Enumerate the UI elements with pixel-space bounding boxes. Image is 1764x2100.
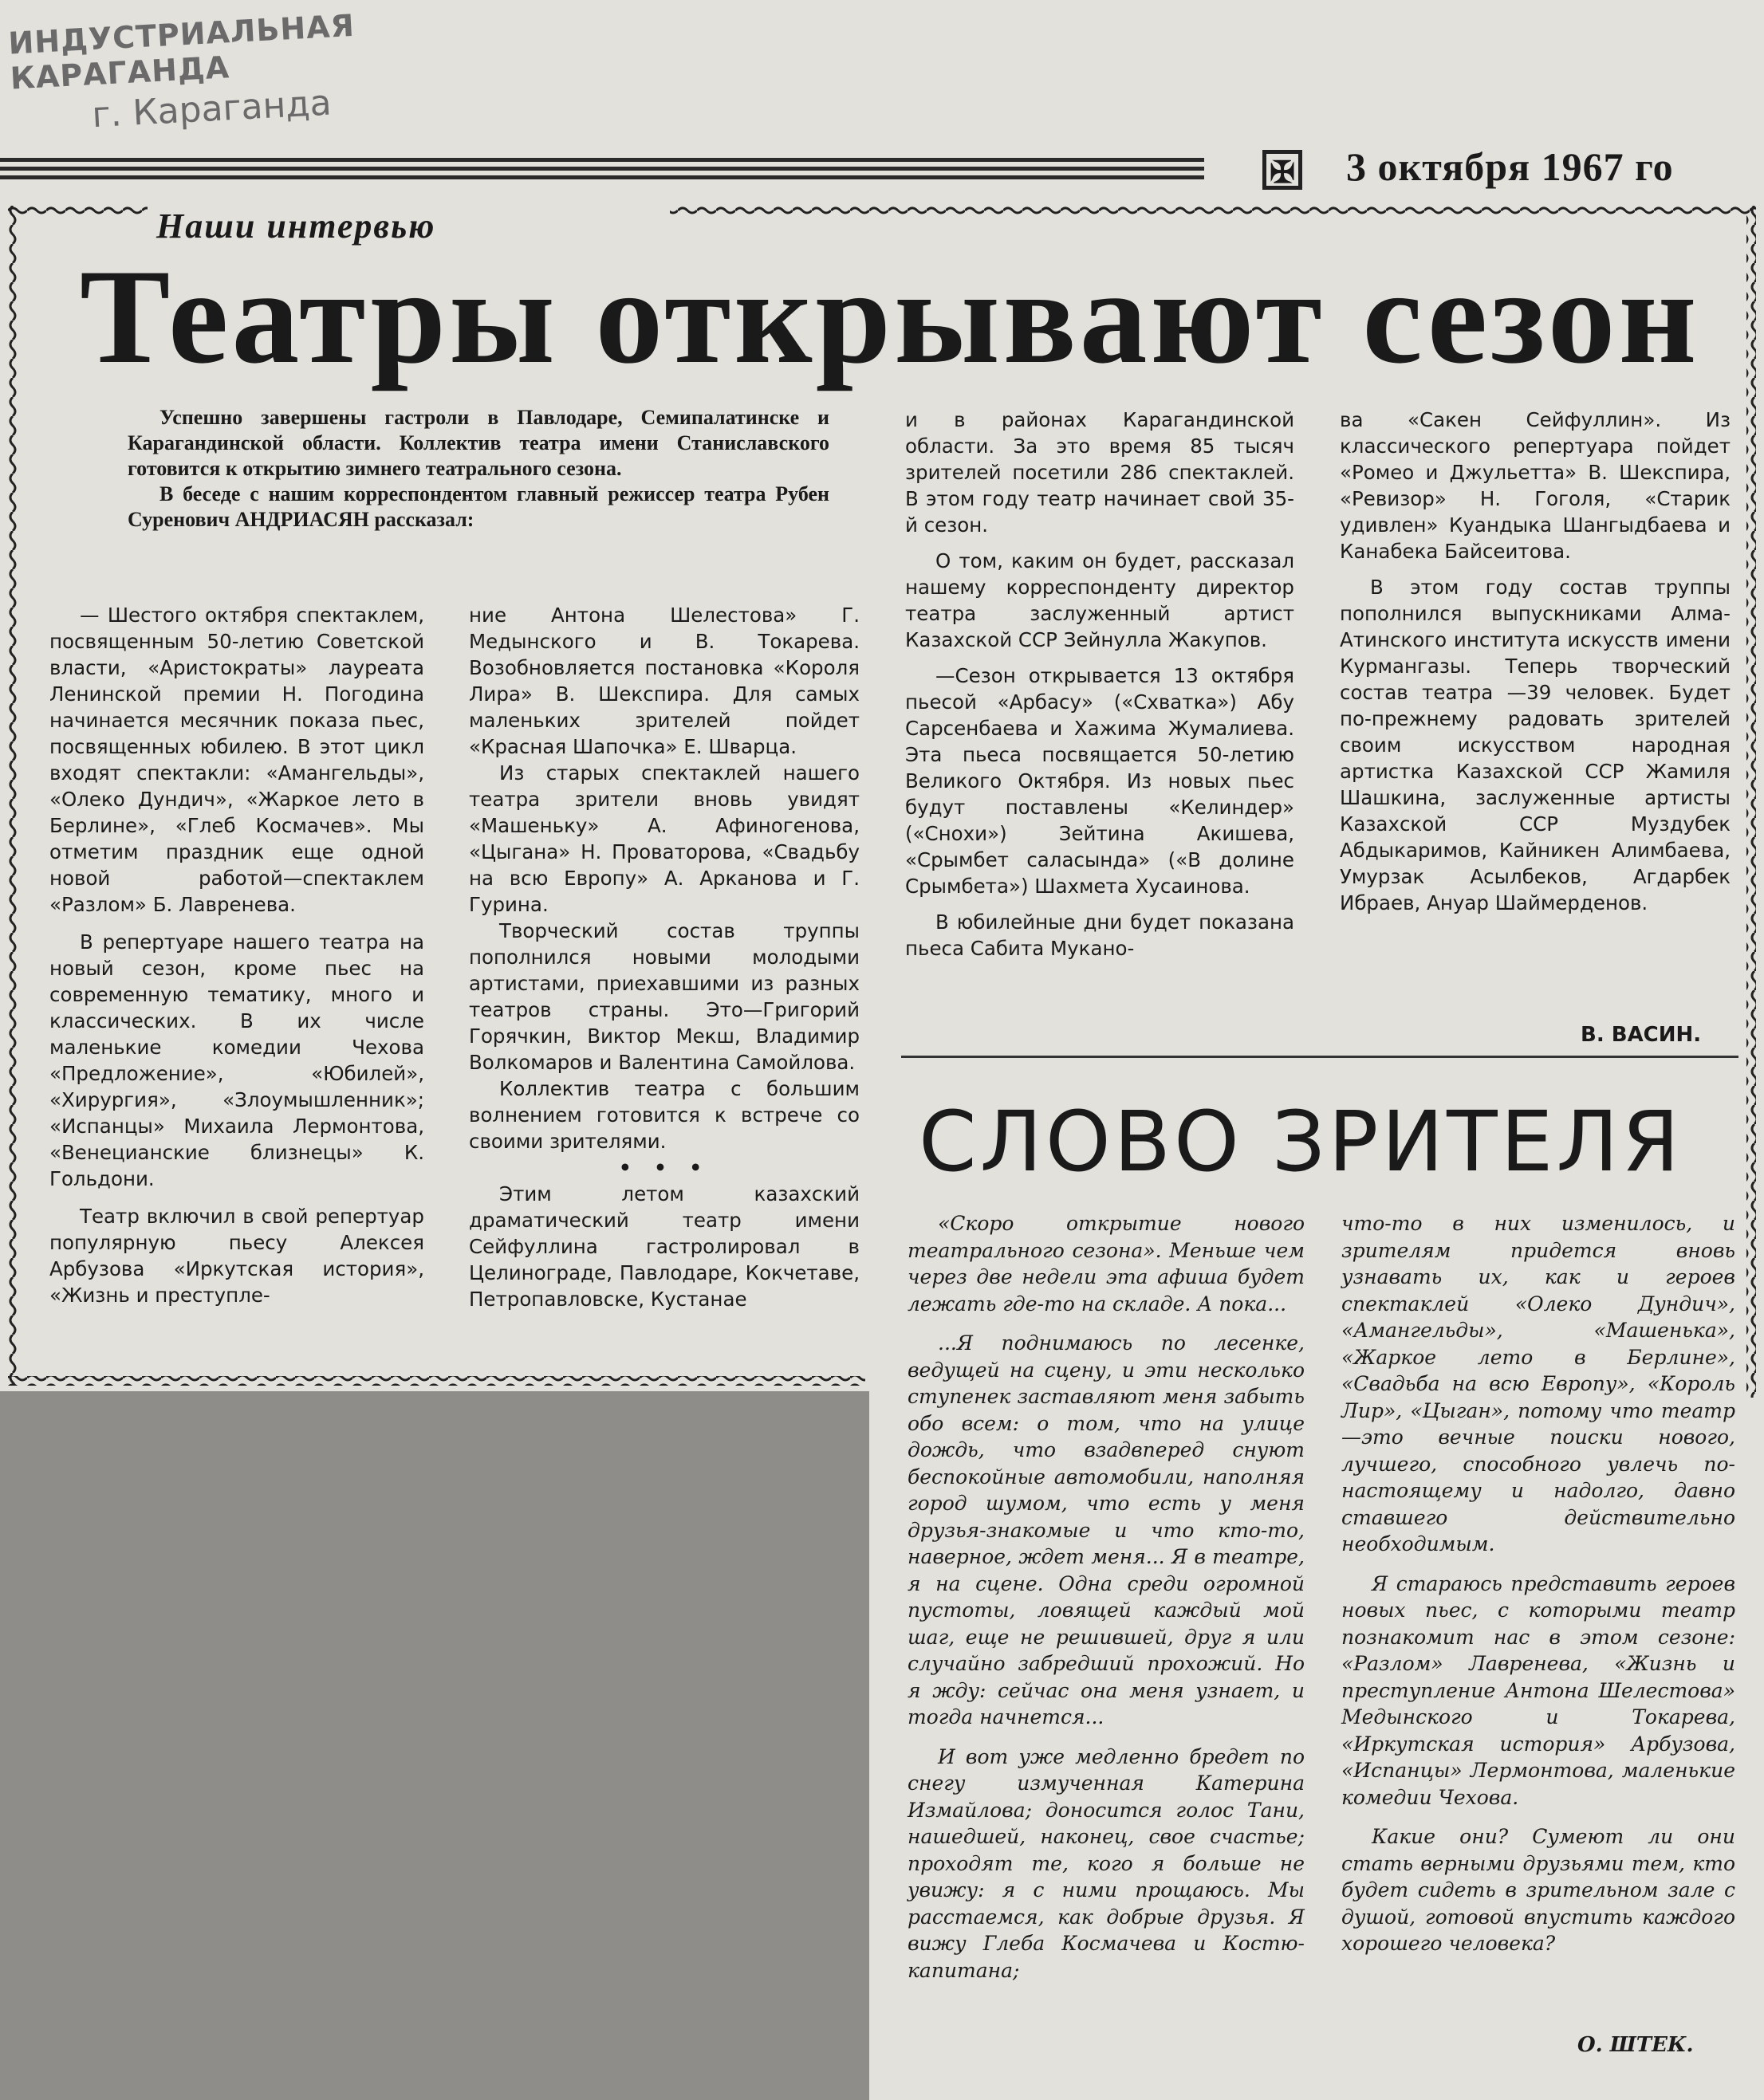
paragraph: ние Антона Шелестова» Г. Медынского и В. Токарева. Возобновляется постановка «Короля Лира» В. Шекспира. Для самых маленьких зрителей пойдет «Красная Шапочка» Е. Шварца. bbox=[469, 604, 860, 758]
paragraph: что-то в них изменилось, и зрителям придется вновь узнавать их, как и героев спектаклей «Олеко Дундич», «Амангельды», «Машенька», «Жаркое лето в Берлине», «Свадьба на всю Европу», «Король Лир», «Цыган», потому что театр—это вечные поиски нового, лучшего, способного увлечь по-настоящему и надолго, давно ставшего действительно необходимым. bbox=[1341, 1212, 1735, 1555]
article-column-4 bbox=[1340, 407, 1731, 916]
byline: В. ВАСИН. bbox=[1581, 1023, 1702, 1047]
paragraph: Я стараюсь представить героев новых пьес, с которыми театр познакомит нас в этом сезоне: «Разлом» Лавренева, «Жизнь и преступление Антона Шелестова» Медынского и Токарева, «Иркутская история» Арбузова, «Испанцы» Лермонтова, маленькие комедии Чехова. bbox=[1341, 1571, 1735, 1809]
rubric-kicker: Наши интервью bbox=[156, 206, 436, 246]
lead-paragraph: В беседе с нашим корреспондентом главный режиссер театра Рубен Суренович АНДРИАСЯН рассказал: bbox=[128, 482, 829, 531]
second-byline: О. ШТЕК. bbox=[1577, 2033, 1694, 2057]
article-lead bbox=[128, 405, 829, 533]
paragraph: —Сезон открывается 13 октября пьесой «Арбасу» («Схватка») Абу Сарсенбаева и Хажима Жумалиева. Эта пьеса посвящается 50-летию Великого Октября. Из новых пьес будут поставлены «Келиндер» («Снохи») Зейтина Акишева, «Срымбет саласында» («В долине Срымбета») Шахмета Хусаинова. bbox=[905, 664, 1294, 898]
lead-paragraph: Успешно завершены гастроли в Павлодаре, Семипалатинске и Карагандинской области. Коллектив театра имени Станиславского готовится к открытию зимнего театрального сезона. bbox=[128, 406, 829, 480]
paragraph: О том, каким он будет, рассказал нашему корреспонденту директор театра заслуженный артист Казахской ССР Зейнулла Жакупов. bbox=[905, 549, 1294, 651]
issue-date: 3 октября 1967 го bbox=[1346, 144, 1674, 189]
section-separator: • • • bbox=[618, 1156, 711, 1179]
section-divider bbox=[901, 1056, 1738, 1058]
article-headline: Театры открывают сезон bbox=[80, 242, 1700, 391]
paragraph: и в районах Карагандинской области. За это время 85 тысяч зрителей посетили 286 спектаклей. В этом году театр начинает свой 35-й сезон. bbox=[905, 408, 1294, 537]
paragraph: «Скоро открытие нового театрального сезона». Меньше чем через две недели эта афиша будет лежать где-то на складе. А пока... bbox=[908, 1212, 1305, 1315]
paragraph: Какие они? Сумеют ли они стать верными друзьями тем, кто будет сидеть в зрительном зале с душой, готовой впустить каждого хорошего человека? bbox=[1341, 1825, 1735, 1955]
paragraph: Театр включил в свой репертуар популярную пьесу Алексея Арбузова «Иркутская история», «Жизнь и преступле- bbox=[49, 1205, 424, 1307]
article-column-1 bbox=[49, 602, 424, 1308]
article-column-3 bbox=[905, 407, 1294, 962]
paragraph: Из старых спектаклей нашего театра зрители вновь увидят «Машеньку» А. Афиногенова, «Цыгана» Н. Проваторова, «Свадьбу на всю Европу» А. Арканова и Г. Гурина. bbox=[469, 761, 860, 916]
paragraph: И вот уже медленно бредет по снегу измученная Катерина Измайлова; доносится голос Тани, нашедшей, наконец, свое счастье; проходят те, кого я больше не увижу: я с ними прощаюсь. Мы расстаемся, как добрые друзья. Я вижу Глеба Космачева и Костю-капитана; bbox=[908, 1744, 1305, 1982]
paragraph: — Шестого октября спектаклем, посвященным 50-летию Советской власти, «Аристократы» лауреата Ленинской премии Н. Погодина начинается месячник показа пьес, посвященных юбилею. В этот цикл входят спектакли: «Амангельды», «Олеко Дундич», «Жаркое лето в Берлине», «Глеб Космачев». Мы отметим праздник еще одной новой работой—спектаклем «Разлом» Б. Лавренева. bbox=[49, 604, 424, 916]
article-column-2 bbox=[469, 602, 860, 1312]
paragraph: ва «Сакен Сейфуллин». Из классического репертуара пойдет «Ромео и Джульетта» В. Шекспира, «Ревизор» Н. Гоголя, «Старик удивлен» Куандыка Шангыдбаева и Канабека Байсеитова. bbox=[1340, 408, 1731, 563]
second-article-headline: СЛОВО ЗРИТЕЛЯ bbox=[919, 1093, 1683, 1190]
paragraph: ...Я поднимаюсь по лесенке, ведущей на сцену, и эти несколько ступенек заставляют меня забыть обо всем: о том, что на улице дождь, что взадвперед снуют беспокойные автомобили, наполняя город шумом, что есть у меня друзья-знакомые и что кто-то, наверное, ждет меня... Я в театре, я на сцене. Одна среди огромной пустоты, ловящей каждый мой шаг, еще не решившей, друг я или случайно забредший прохожий. Но я жду: сейчас она меня узнает, и тогда начнется... bbox=[908, 1331, 1305, 1728]
paragraph: Творческий состав труппы пополнился новыми молодыми артистами, приехавшими из разных театров страны. Это—Григорий Горячкин, Виктор Мекш, Владимир Волкомаров и Валентина Самойлова. bbox=[469, 919, 860, 1074]
second-article-column-2 bbox=[1341, 1210, 1735, 1957]
paragraph: В репертуаре нашего театра на новый сезон, кроме пьес на современную тематику, много и классических. В их числе маленькие комедии Чехова «Предложение», «Юбилей», «Хирургия», «Злоумышленник»; «Испанцы» Михаила Лермонтова, «Венецианские близнецы» К. Гольдони. bbox=[49, 930, 424, 1190]
backing-paper bbox=[0, 1391, 869, 2100]
stamp-line-1: ИНДУСТРИАЛЬНАЯ КАРАГАНДА bbox=[7, 7, 356, 96]
paragraph: Коллектив театра с большим волнением готовится к встрече со своими зрителями. bbox=[469, 1077, 860, 1153]
masthead-rules bbox=[0, 158, 1204, 180]
paragraph: В юбилейные дни будет показана пьеса Сабита Мукано- bbox=[905, 910, 1294, 960]
paragraph: Этим летом казахский драматический театр имени Сейфуллина гастролировал в Целинограде, Павлодаре, Кокчетаве, Петропавловске, Кустанае bbox=[469, 1182, 860, 1311]
emblem-icon: ✠ bbox=[1262, 150, 1302, 190]
paragraph: В этом году состав труппы пополнился выпускниками Алма-Атинского института искусств имени Курмангазы. Теперь творческий состав театра —39 человек. Будет по-прежнему радовать зрителей своим искусством народная артистка Казахской ССР Жамиля Шашкина, заслуженные артисты Казахской ССР Муздубек Абдыкаримов, Кайникен Алимбаева, Умурзак Асылбеков, Агдарбек Ибраев, Ануар Шаймерденов. bbox=[1340, 576, 1731, 914]
stamp-line-2: г. Караганда bbox=[91, 82, 333, 136]
second-article-column-1 bbox=[908, 1210, 1305, 1984]
